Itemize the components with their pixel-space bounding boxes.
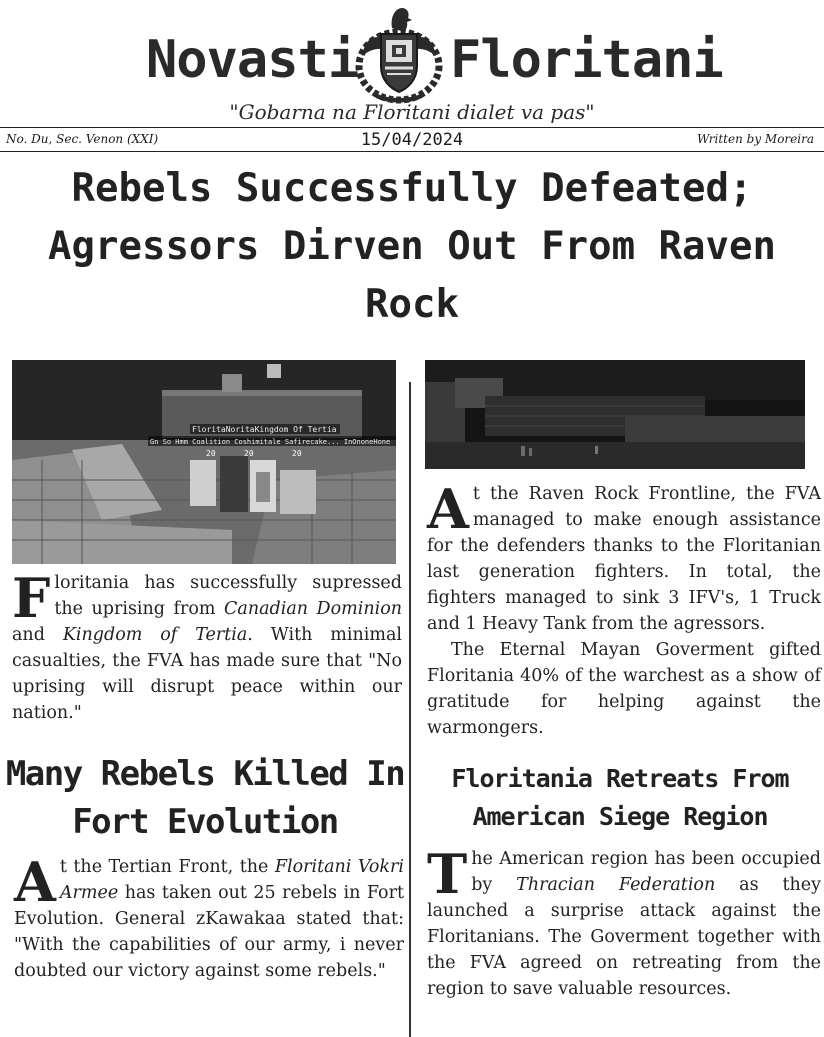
- drop-cap: T: [427, 842, 468, 906]
- story-text-italic: Canadian Dominion: [224, 599, 402, 619]
- hp-value: 20: [292, 449, 302, 458]
- masthead-title-left: Novasti: [146, 30, 359, 90]
- story-paragraph: The Eternal Mayan Goverment gifted Floritania 40% of the warchest as a show of gratitude for helping against the warmongers.: [427, 640, 821, 738]
- hp-value: 20: [206, 449, 216, 458]
- story-text: loritania has successfully supressed the uprising from: [54, 573, 402, 619]
- motto: "Gobarna na Floritani dialet va pas": [229, 100, 595, 124]
- story-text: has taken out 25 rebels in Fort Evolution. General zKawakaa stated that: "With the capabilities of our army, i never doubted our victory against some rebels.": [14, 883, 404, 981]
- headline-fort-evolution: Many Rebels Killed In Fort Evolution: [5, 754, 405, 842]
- story-text: and: [12, 625, 63, 645]
- frontline-photo: [425, 360, 805, 469]
- story-text-italic: Kingdom of Tertia: [62, 625, 248, 645]
- byline: Written by Moreira: [696, 132, 814, 146]
- top-rule: [0, 127, 824, 128]
- story-american-siege: [427, 842, 821, 1002]
- story-text: t the Tertian Front, the: [59, 857, 275, 877]
- headline-american-siege: Floritania Retreats From American Siege Region: [451, 764, 789, 831]
- story-text: he American region has been occupied by: [471, 849, 821, 895]
- hp-value: 20: [244, 449, 254, 458]
- masthead-title-right: Floritani: [450, 30, 723, 90]
- story-text: as they launched a surprise attack against the Floritanians. The Goverment together with the FVA agreed on retreating from the region to save valuable resources.: [427, 875, 821, 999]
- drop-cap: A: [427, 477, 469, 541]
- masthead: [0, 2, 824, 102]
- edition-number: No. Du, Sec. Venon (XXI): [6, 132, 159, 146]
- nametag-text: FloritaNoritaKingdom Of Tertia: [192, 425, 337, 434]
- drop-cap: F: [12, 566, 51, 630]
- story-text-italic: Floritani Vokri Armee: [59, 857, 404, 903]
- story-fort-evolution: [14, 850, 404, 984]
- battle-photo: [12, 360, 396, 564]
- drop-cap: A: [14, 850, 56, 914]
- story-text: t the Raven Rock Frontline, the FVA managed to make enough assistance for the defenders thanks to the Floritanian last generation fighters. In total, the fighters managed to sink 3 IFV's, 1 Truck and 1 Heavy Tank from the agressors.: [427, 484, 821, 634]
- column-divider: [409, 382, 411, 1037]
- story-uprising: [12, 566, 402, 726]
- main-headline: Rebels Successfully Defeated; Agressors Dirven Out From Raven Rock: [48, 166, 776, 327]
- story-raven-rock: [427, 477, 821, 741]
- bottom-rule: [0, 151, 824, 152]
- nametag-text: Gn So Hmm Coalition Coshimitale Safirecake... InOnoneHone: [150, 438, 391, 446]
- coat-of-arms-icon: [352, 4, 446, 104]
- story-text: . With minimal casualties, the FVA has made sure that "No uprising will disrupt peace within our nation.": [12, 625, 402, 723]
- story-text-italic: Thracian Federation: [516, 875, 716, 895]
- issue-date: 15/04/2024: [360, 130, 464, 150]
